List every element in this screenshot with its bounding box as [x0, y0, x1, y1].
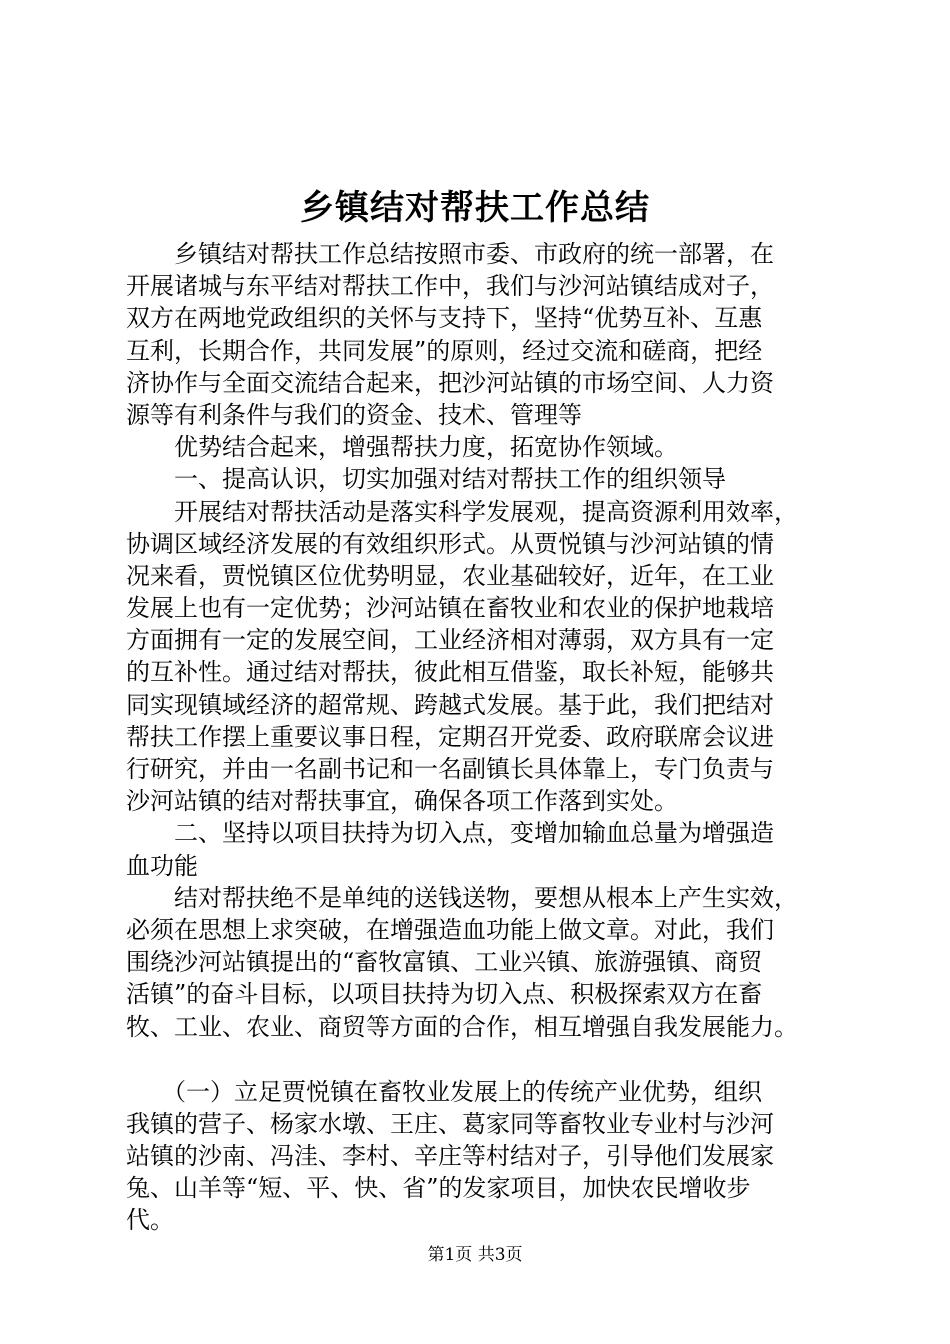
- text-line: 优势结合起来，增强帮扶力度，拓宽协作领域。: [126, 433, 678, 462]
- text-line: 我镇的营子、杨家水墩、王庄、葛家同等畜牧业专业村与沙河: [126, 1109, 774, 1138]
- text-line: 代。: [126, 1206, 174, 1235]
- text-line: 开展结对帮扶活动是落实科学发展观，提高资源利用效率，: [126, 497, 798, 526]
- text-line: 方面拥有一定的发展空间，工业经济相对薄弱，双方具有一定: [126, 626, 774, 655]
- section-heading-1: 一、提高认识，切实加强对结对帮扶工作的组织领导: [126, 465, 726, 494]
- text-line: 兔、山羊等“短、平、快、省”的发家项目，加快农民增收步: [126, 1174, 751, 1203]
- text-line: 围绕沙河站镇提出的“畜牧富镇、工业兴镇、旅游强镇、商贸: [126, 948, 763, 977]
- text-line: 开展诸城与东平结对帮扶工作中，我们与沙河站镇结成对子，: [126, 272, 774, 301]
- text-line: （一）立足贾悦镇在畜牧业发展上的传统产业优势，组织: [126, 1077, 762, 1106]
- text-line: 发展上也有一定优势；沙河站镇在畜牧业和农业的保护地栽培: [126, 594, 774, 623]
- text-line: 沙河站镇的结对帮扶事宜，确保各项工作落到实处。: [126, 787, 678, 816]
- text-line: 的互补性。通过结对帮扶，彼此相互借鉴，取长补短，能够共: [126, 658, 774, 687]
- text-line: 结对帮扶绝不是单纯的送钱送物，要想从根本上产生实效，: [126, 883, 798, 912]
- section-heading-2: 二、坚持以项目扶持为切入点，变增加输血总量为增强造: [126, 819, 774, 848]
- text-line: 同实现镇域经济的超常规、跨越式发展。基于此，我们把结对: [126, 690, 774, 719]
- paragraph-gap: [126, 1043, 846, 1076]
- text-line: 行研究，并由一名副书记和一名副镇长具体靠上，专门负责与: [126, 755, 774, 783]
- text-line: 活镇”的奋斗目标，以项目扶持为切入点、积极探索双方在畜: [126, 980, 763, 1009]
- document-body: [126, 238, 846, 1237]
- text-line: 况来看，贾悦镇区位优势明显，农业基础较好，近年，在工业: [126, 561, 774, 590]
- text-line: 互利，长期合作，共同发展”的原则，经过交流和磋商，把经: [126, 336, 763, 365]
- section-heading-2-cont: 血功能: [126, 851, 198, 880]
- text-line: 济协作与全面交流结合起来，把沙河站镇的市场空间、人力资: [126, 368, 774, 397]
- text-line: 牧、工业、农业、商贸等方面的合作，相互增强自我发展能力。: [126, 1012, 798, 1041]
- text-line: 乡镇结对帮扶工作总结按照市委、市政府的统一部署，在: [126, 240, 774, 268]
- text-line: 站镇的沙南、冯洼、李村、辛庄等村结对子，引导他们发展家: [126, 1142, 774, 1171]
- text-line: 必须在思想上求突破，在增强造血功能上做文章。对此，我们: [126, 915, 774, 944]
- document-title: 乡镇结对帮扶工作总结: [300, 188, 650, 228]
- page-number: 第1页 共3页: [427, 1245, 523, 1265]
- text-line: 协调区域经济发展的有效组织形式。从贾悦镇与沙河站镇的情: [126, 529, 774, 558]
- text-line: 帮扶工作摆上重要议事日程，定期召开党委、政府联席会议进: [126, 722, 774, 751]
- text-line: 源等有利条件与我们的资金、技术、管理等: [126, 400, 582, 429]
- text-line: 双方在两地党政组织的关怀与支持下，坚持“优势互补、互惠: [126, 304, 763, 333]
